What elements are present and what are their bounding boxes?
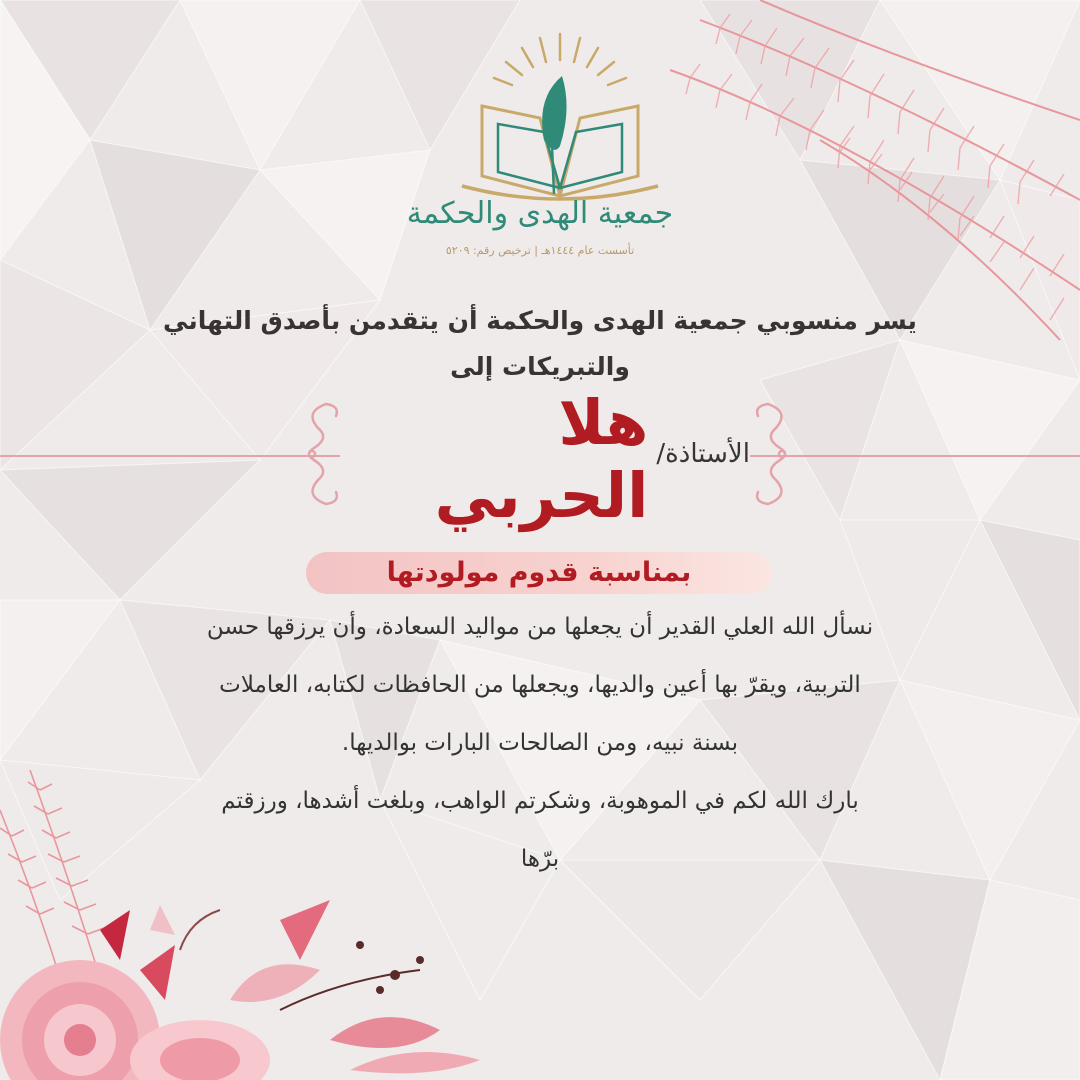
intro-line-1: يسر منسوبي جمعية الهدى والحكمة أن يتقدمن بأصدق التهاني — [163, 306, 917, 335]
message-line-4: بارك الله لكم في الموهوبة، وشكرتم الواهب، وبلغت أشدها، ورزقتم — [221, 788, 859, 814]
organization-subtitle: تأسست عام ١٤٤٤هـ | ترخيص رقم: ٥٢٠٩ — [445, 244, 635, 257]
pink-flowers-icon — [0, 890, 520, 1080]
message-text — [120, 598, 960, 888]
intro-text — [100, 298, 980, 390]
quill-book-logo-icon — [440, 28, 680, 268]
occasion-banner: بمناسبة قدوم مولودتها — [306, 552, 772, 594]
message-line-1: نسأل الله العلي القدير أن يجعلها من مواليد السعادة، وأن يرزقها حسن — [206, 614, 874, 640]
ornament-scroll-icon — [748, 398, 798, 510]
message-line-5: برّها — [520, 846, 560, 872]
organization-name: جمعية الهدى والحكمة — [406, 196, 674, 231]
honoree-title: الأستاذة/ — [656, 439, 750, 469]
intro-line-2: والتبريكات إلى — [450, 352, 630, 381]
honoree-block — [340, 386, 750, 532]
message-line-2: التربية، ويقرّ بها أعين والديها، ويجعلها من الحافظات لكتابه، العاملات — [219, 672, 861, 698]
ornament-scroll-icon — [296, 398, 346, 510]
message-line-3: بسنة نبيه، ومن الصالحات البارات بوالديها. — [341, 730, 739, 756]
honoree-name: هلا الحربي — [434, 386, 649, 532]
